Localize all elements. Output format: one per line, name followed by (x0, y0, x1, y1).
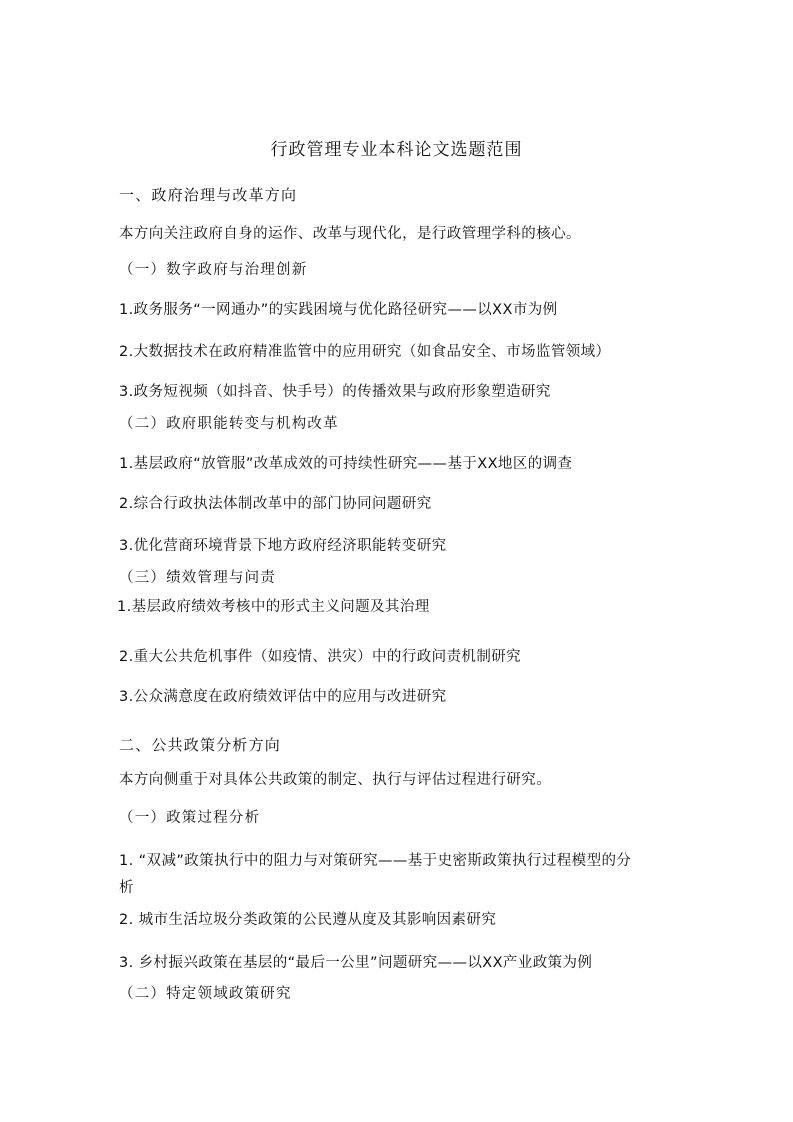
subsection-heading-1-2: （二）政府职能转变与机构改革 (119, 416, 339, 432)
section-intro-2: 本方向侧重于对具体公共政策的制定、执行与评估过程进行研究。 (119, 772, 552, 788)
topic-item: 3. 乡村振兴政策在基层的“最后一公里”问题研究——以XX产业政策为例 (119, 955, 593, 971)
topic-item: 3.政务短视频（如抖音、快手号）的传播效果与政府形象塑造研究 (119, 384, 551, 400)
topic-item: 2. 城市生活垃圾分类政策的公民遵从度及其影响因素研究 (119, 912, 497, 928)
section-heading-1: 一、政府治理与改革方向 (119, 186, 298, 204)
subsection-heading-2-2: （二）特定领域政策研究 (119, 986, 292, 1002)
document-title: 行政管理专业本科论文选题范围 (270, 140, 523, 160)
subsection-heading-1-3: （三）绩效管理与问责 (119, 570, 276, 586)
section-heading-2: 二、公共政策分析方向 (119, 736, 282, 754)
topic-item: 2.重大公共危机事件（如疫情、洪灾）中的行政问责机制研究 (119, 649, 522, 665)
topic-item: 1.基层政府“放管服”改革成效的可持续性研究——基于XX地区的调查 (119, 456, 573, 472)
section-intro-1: 本方向关注政府自身的运作、改革与现代化，是行政管理学科的核心。 (119, 226, 581, 242)
topic-item: 3.公众满意度在政府绩效评估中的应用与改进研究 (119, 689, 447, 705)
topic-item-continuation: 析 (119, 880, 134, 896)
topic-item: 3.优化营商环境背景下地方政府经济职能转变研究 (119, 538, 447, 554)
topic-item: 2.综合行政执法体制改革中的部门协同问题研究 (119, 496, 432, 512)
topic-item: 2.大数据技术在政府精准监管中的应用研究（如食品安全、市场监管领域） (119, 344, 611, 360)
subsection-heading-1-1: （一）数字政府与治理创新 (119, 262, 308, 278)
topic-item: 1. “双减”政策执行中的阻力与对策研究——基于史密斯政策执行过程模型的分 (119, 853, 632, 869)
subsection-heading-2-1: （一）政策过程分析 (119, 810, 261, 826)
topic-item: 1.基层政府绩效考核中的形式主义问题及其治理 (117, 599, 430, 615)
topic-item: 1.政务服务“一网通办”的实践困境与优化路径研究——以XX市为例 (119, 302, 558, 318)
